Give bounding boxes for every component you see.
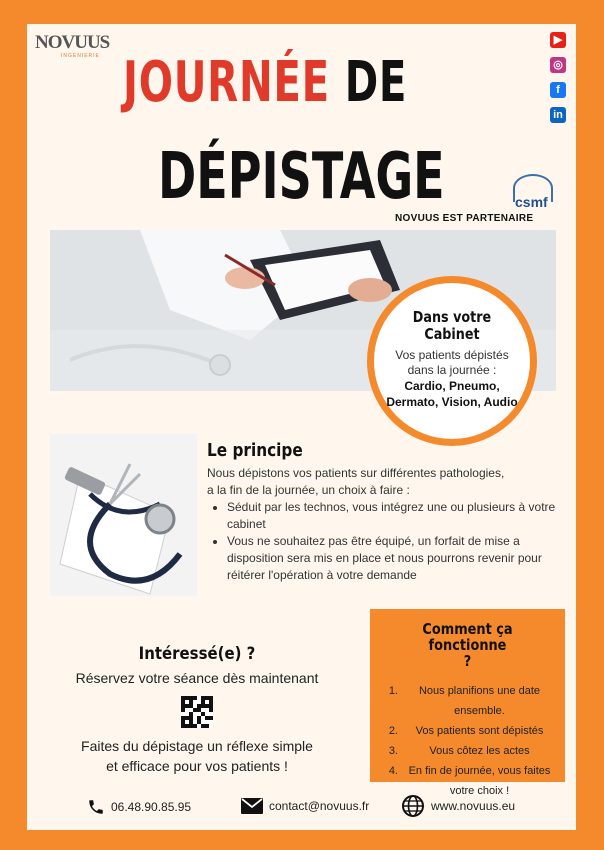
bubble-heading-line1: Dans votre: [412, 308, 492, 326]
principe-title: Le principe: [207, 440, 303, 461]
cabinet-bubble: [367, 276, 537, 446]
csmf-logo: [511, 174, 555, 210]
logo-text: NOVUUS: [35, 32, 110, 53]
step-text: Vous côtez les actes: [429, 745, 530, 757]
step-number: 2.: [388, 725, 398, 737]
title-black-word: DE: [344, 50, 408, 115]
step-number: 4.: [388, 765, 398, 777]
interesse-cta: Réservez votre séance dès maintenant: [75, 670, 319, 686]
youtube-icon[interactable]: ▶: [550, 32, 566, 48]
title-red-word: JOURNÉE: [123, 50, 330, 115]
step-text: En fin de journée, vous faites votre choix !: [408, 765, 551, 797]
email-address: contact@novuus.fr: [269, 799, 370, 813]
bubble-specialties: Cardio, Pneumo, Dermato, Vision, Audio: [386, 379, 518, 409]
partner-text: NOVUUS EST PARTENAIRE: [395, 213, 534, 224]
step-number: 3.: [388, 745, 398, 757]
step-number: 1.: [388, 685, 398, 697]
contact-footer: [87, 794, 567, 820]
website-url: www.novuus.eu: [431, 799, 516, 813]
interesse-section: [47, 644, 347, 776]
principe-intro-line1: Nous dépistons vos patients sur différentes pathologies,: [207, 466, 505, 480]
instagram-icon[interactable]: ◎: [550, 57, 566, 73]
page-title-line1: [123, 50, 407, 115]
bubble-heading: [386, 309, 519, 343]
interesse-message-line2: et efficace pour vos patients !: [106, 758, 288, 774]
step-text: Nous planifions une date ensemble.: [418, 685, 541, 717]
phone-contact[interactable]: [87, 798, 191, 816]
phone-number: 06.48.90.85.95: [111, 800, 192, 814]
globe-icon: [401, 794, 425, 818]
flyer-page: [27, 24, 576, 830]
bubble-heading-line2: Cabinet: [424, 325, 480, 343]
interesse-message: [47, 736, 347, 776]
how-steps: [370, 681, 565, 801]
how-it-works-box: [370, 609, 565, 797]
how-step: [370, 741, 557, 761]
interesse-title: Intéressé(e) ?: [138, 644, 256, 664]
stethoscope-photo: [50, 434, 197, 596]
principe-text: [207, 465, 565, 584]
csmf-logo-text: csmf: [515, 194, 548, 210]
how-title-line2: ?: [463, 652, 472, 670]
how-step: [370, 681, 557, 721]
page-title-line2: DÉPISTAGE: [158, 140, 445, 214]
logo-subtext: INGENIERIE: [61, 53, 100, 59]
phone-icon: [87, 798, 105, 816]
email-icon: [241, 798, 263, 814]
linkedin-icon[interactable]: in: [550, 107, 566, 123]
bubble-text-line2: dans la journée :: [407, 363, 497, 377]
step-text: Vos patients sont dépistés: [415, 725, 544, 737]
social-links: [550, 32, 572, 132]
how-step: [370, 721, 557, 741]
principe-intro-line2: a la fin de la journée, un choix à faire :: [207, 483, 410, 497]
qr-code-icon: [181, 696, 213, 728]
principe-bullets: [207, 499, 565, 584]
web-contact[interactable]: [401, 794, 515, 818]
facebook-icon[interactable]: f: [550, 82, 566, 98]
novuus-logo: [35, 32, 110, 60]
bubble-text: [374, 348, 530, 378]
principe-bullet: • Vous ne souhaitez pas être équipé, un forfait de mise a disposition sera mis en place et nous pourrons revenir pour réitérer l'opération à votre demande: [227, 533, 565, 584]
how-it-works-title: [384, 621, 552, 669]
interesse-message-line1: Faites du dépistage un réflexe simple: [81, 738, 313, 754]
how-title-line1: Comment ça fonctionne: [422, 620, 513, 654]
stethoscope-illustration: [50, 434, 197, 596]
qr-code[interactable]: [181, 696, 213, 728]
bubble-text-line1: Vos patients dépistés: [395, 348, 509, 362]
email-contact[interactable]: [241, 798, 369, 814]
principe-bullet: • Séduit par les technos, vous intégrez une ou plusieurs à votre cabinet: [227, 499, 565, 533]
